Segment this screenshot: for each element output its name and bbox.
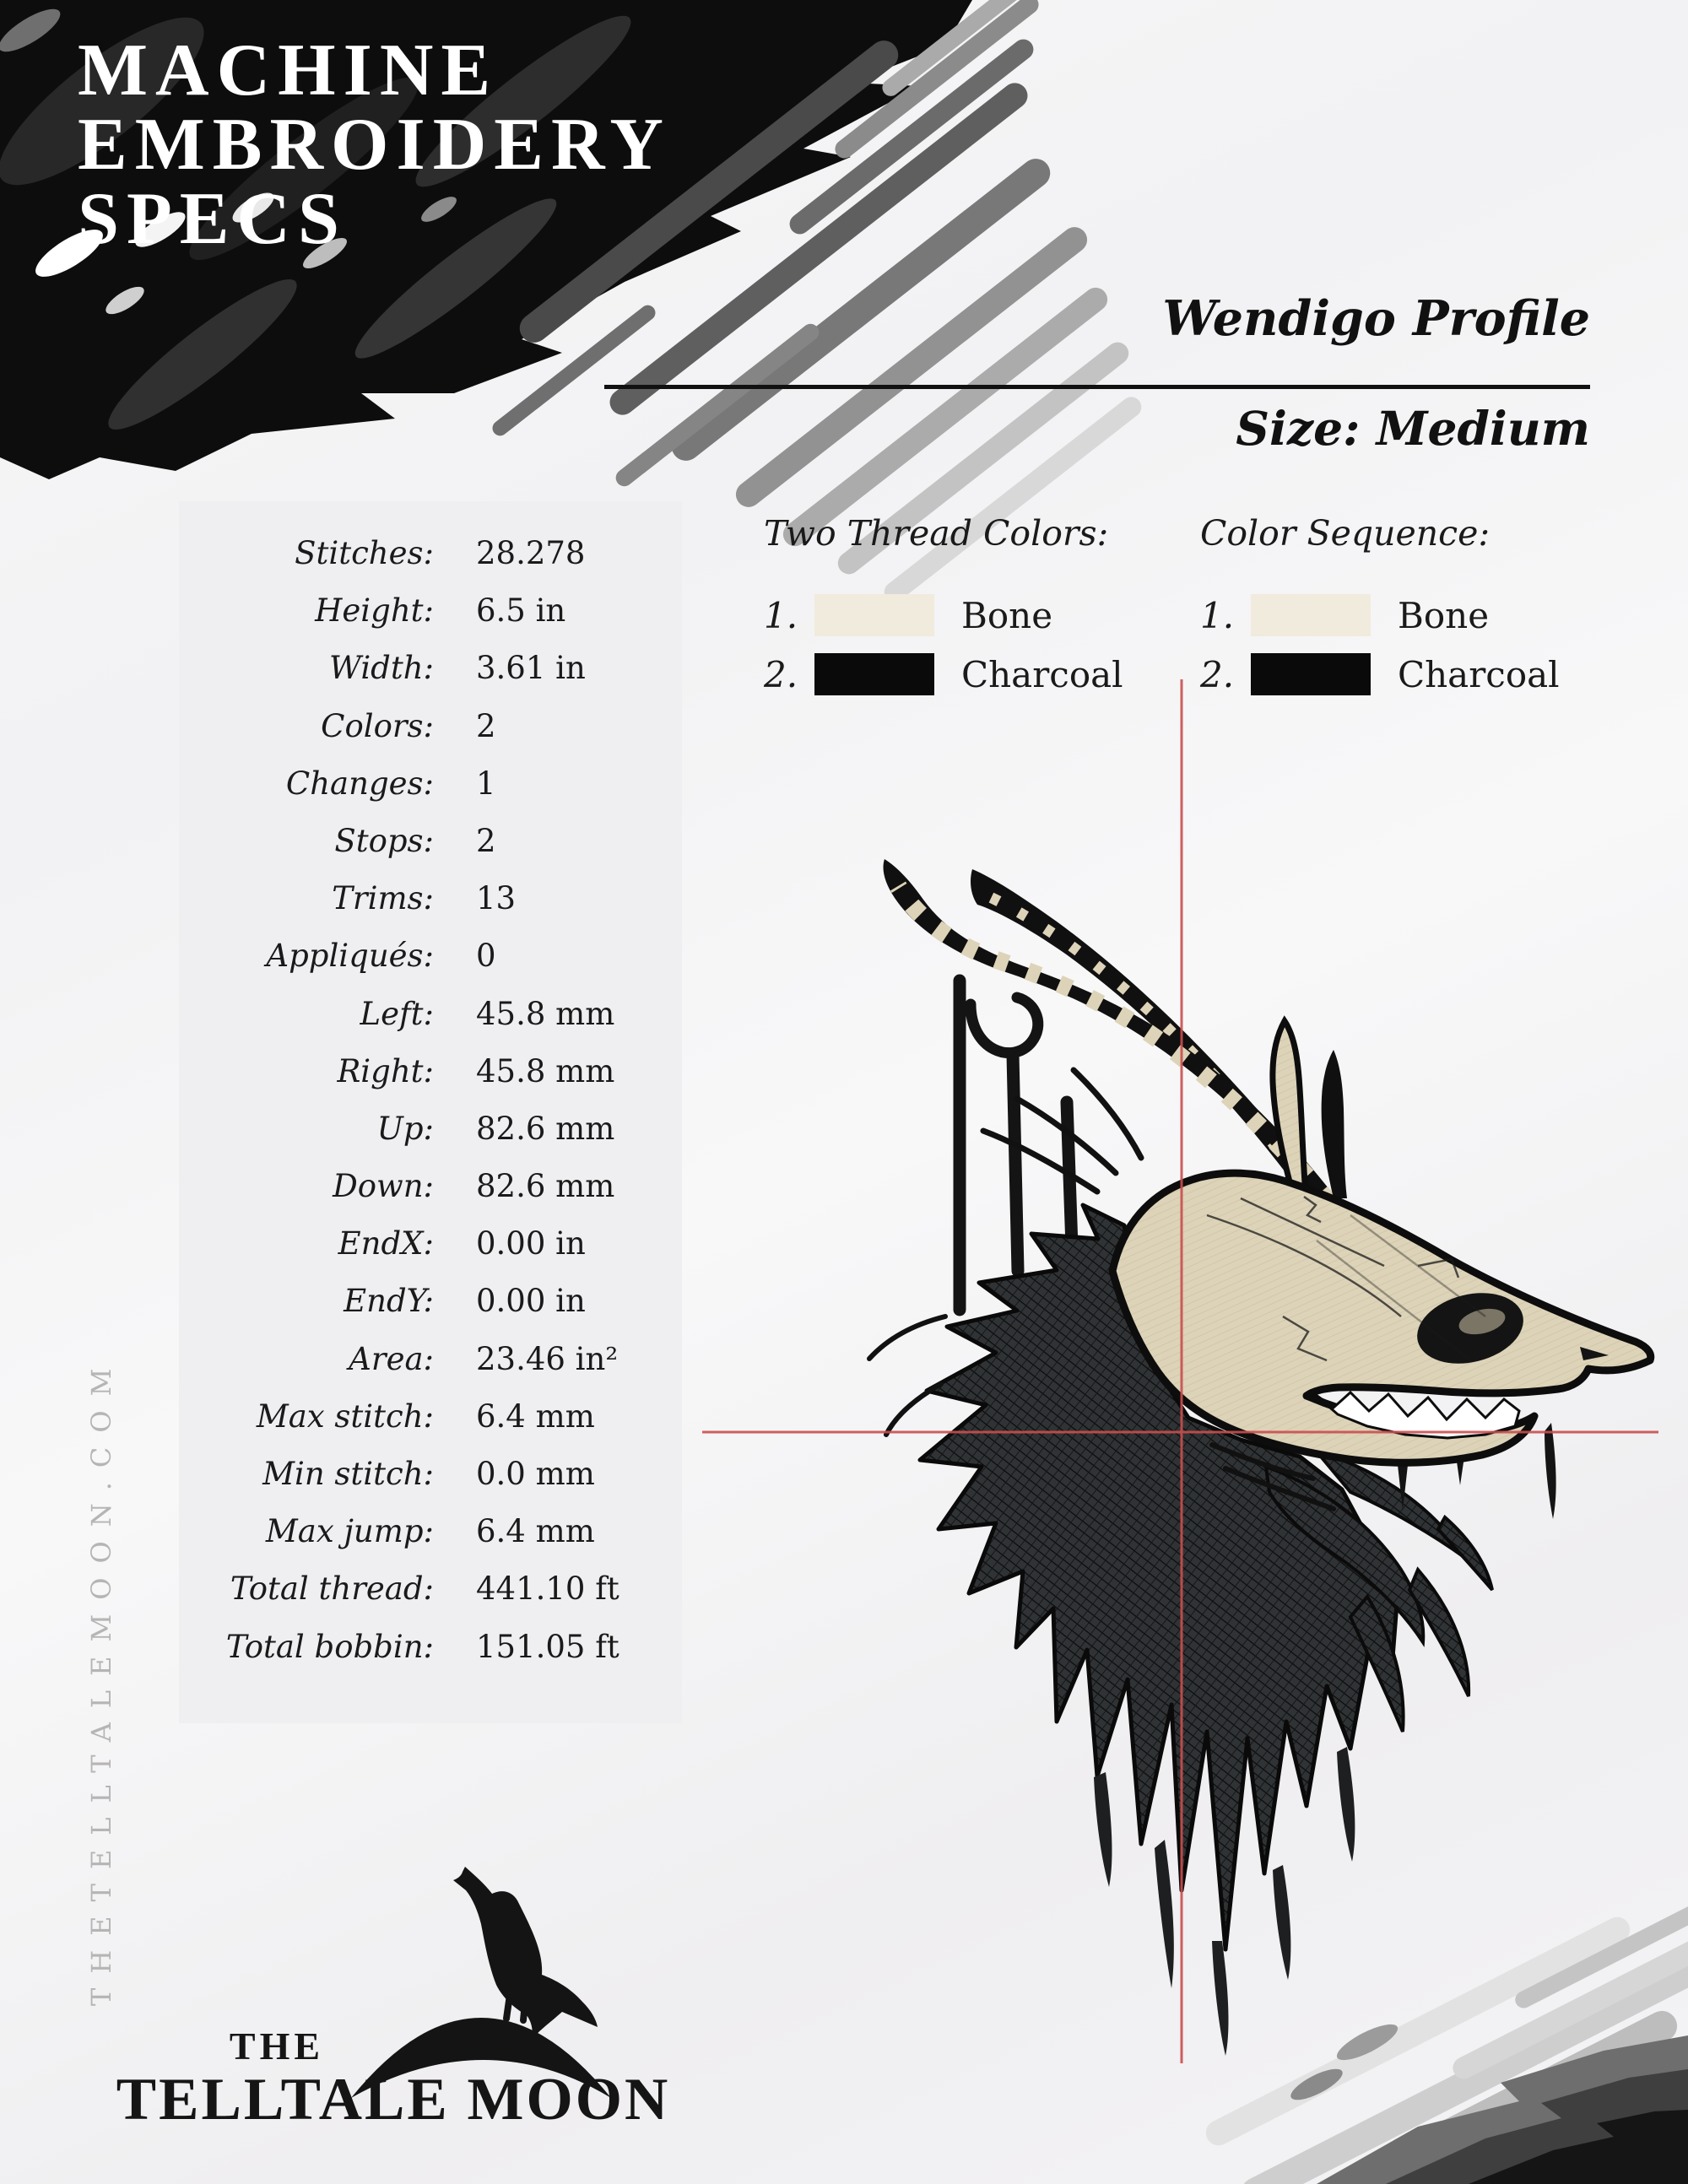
spec-label: Max jump: (265, 1513, 434, 1550)
wendigo-embroidery-design (869, 859, 1651, 2056)
color-sequence-name: Charcoal (1398, 653, 1560, 695)
spec-label: Trims: (332, 880, 434, 917)
spec-label: Stops: (334, 822, 434, 859)
thread-color-swatch (814, 594, 934, 636)
spec-label: Colors: (321, 707, 434, 744)
spec-value: 82.6 mm (476, 1110, 615, 1147)
website-url-vertical: THETELLTALEMOON.COM (85, 1354, 117, 2006)
specs-panel (179, 501, 682, 1723)
spec-value: 0.00 in (476, 1283, 586, 1320)
thread-color-name: Bone (961, 594, 1053, 636)
spec-label: Area: (349, 1340, 434, 1377)
color-sequence-swatch (1251, 594, 1371, 636)
spec-row (179, 1053, 682, 1111)
color-sequence-index: 1. (1200, 594, 1235, 636)
thread-color-row (764, 645, 1123, 704)
spec-row (179, 1341, 682, 1398)
spec-value: 2 (476, 822, 496, 859)
spec-value: 45.8 mm (476, 995, 615, 1032)
spec-label: Min stitch: (262, 1456, 434, 1492)
spec-row (179, 650, 682, 707)
spec-label: EndY: (344, 1283, 434, 1320)
spec-label: Width: (328, 650, 434, 687)
spec-value: 6.4 mm (476, 1397, 595, 1435)
spec-row (179, 1456, 682, 1513)
thread-color-swatch (814, 653, 934, 695)
brush-stroke-bottom-right (1188, 1881, 1688, 2184)
color-sequence-list (1200, 586, 1560, 704)
spec-row (179, 708, 682, 765)
spec-row (179, 1398, 682, 1456)
spec-label: Total thread: (230, 1570, 434, 1608)
spec-row (179, 880, 682, 938)
spec-value: 3.61 in (476, 650, 586, 687)
spec-label: Left: (360, 995, 434, 1032)
spec-label: Right: (337, 1052, 434, 1089)
thread-colors-list (764, 586, 1123, 704)
thread-color-name: Charcoal (961, 653, 1123, 695)
size-label: Size: Medium (1236, 401, 1590, 456)
spec-row (179, 996, 682, 1053)
spec-label: Max stitch: (256, 1397, 434, 1435)
spec-value: 82.6 mm (476, 1168, 615, 1205)
page-title-line3: SPECS (78, 178, 347, 260)
header-divider-line (604, 385, 1590, 389)
color-sequence-swatch (1251, 653, 1371, 695)
spec-value: 45.8 mm (476, 1052, 615, 1089)
spec-value: 0 (476, 938, 496, 975)
spec-row (179, 1225, 682, 1283)
page-title (78, 30, 671, 260)
spec-label: Height: (315, 592, 434, 630)
spec-row (179, 938, 682, 995)
spec-label: Down: (333, 1168, 434, 1205)
spec-label: Up: (376, 1110, 434, 1147)
thread-color-row (764, 586, 1123, 645)
color-sequence-row (1200, 645, 1560, 704)
color-sequence-heading: Color Sequence: (1200, 513, 1491, 554)
spec-value: 1 (476, 765, 496, 802)
telltale-moon-logo (351, 1867, 611, 2098)
spec-value: 13 (476, 880, 517, 917)
spec-value: 23.46 in² (476, 1340, 619, 1377)
spec-row (179, 535, 682, 592)
color-sequence-block (1200, 513, 1560, 704)
spec-row (179, 1513, 682, 1570)
spec-row (179, 823, 682, 880)
spec-row (179, 1629, 682, 1686)
color-sequence-row (1200, 586, 1560, 645)
spec-row (179, 1111, 682, 1168)
page-title-line2: EMBROIDERY (78, 104, 671, 186)
spec-row (179, 765, 682, 823)
spec-value: 0.0 mm (476, 1456, 595, 1492)
thread-colors-heading: Two Thread Colors: (764, 513, 1109, 554)
spec-row (179, 1168, 682, 1225)
brand-word-the: THE (229, 2025, 325, 2068)
spec-row (179, 1570, 682, 1628)
spec-row (179, 1283, 682, 1340)
thread-color-index: 2. (764, 653, 798, 695)
spec-label: Appliqués: (266, 938, 434, 975)
spec-label: EndX: (338, 1225, 434, 1262)
design-name: Wendigo Profile (1162, 290, 1590, 347)
spec-value: 28.278 (476, 535, 586, 571)
spec-value: 441.10 ft (476, 1570, 619, 1608)
spec-label: Stitches: (295, 535, 434, 571)
spec-value: 2 (476, 707, 496, 744)
spec-value: 151.05 ft (476, 1628, 619, 1665)
spec-row (179, 592, 682, 650)
page-title-line1: MACHINE (78, 30, 499, 111)
brand-name: TELLTALE MOON (116, 2067, 671, 2133)
color-sequence-name: Bone (1398, 594, 1490, 636)
thread-color-index: 1. (764, 594, 798, 636)
spec-value: 6.4 mm (476, 1513, 595, 1550)
color-sequence-index: 2. (1200, 653, 1235, 695)
thread-colors-block (764, 513, 1123, 704)
spec-value: 6.5 in (476, 592, 566, 630)
spec-value: 0.00 in (476, 1225, 586, 1262)
spec-label: Total bobbin: (225, 1628, 434, 1665)
spec-label: Changes: (285, 765, 434, 802)
